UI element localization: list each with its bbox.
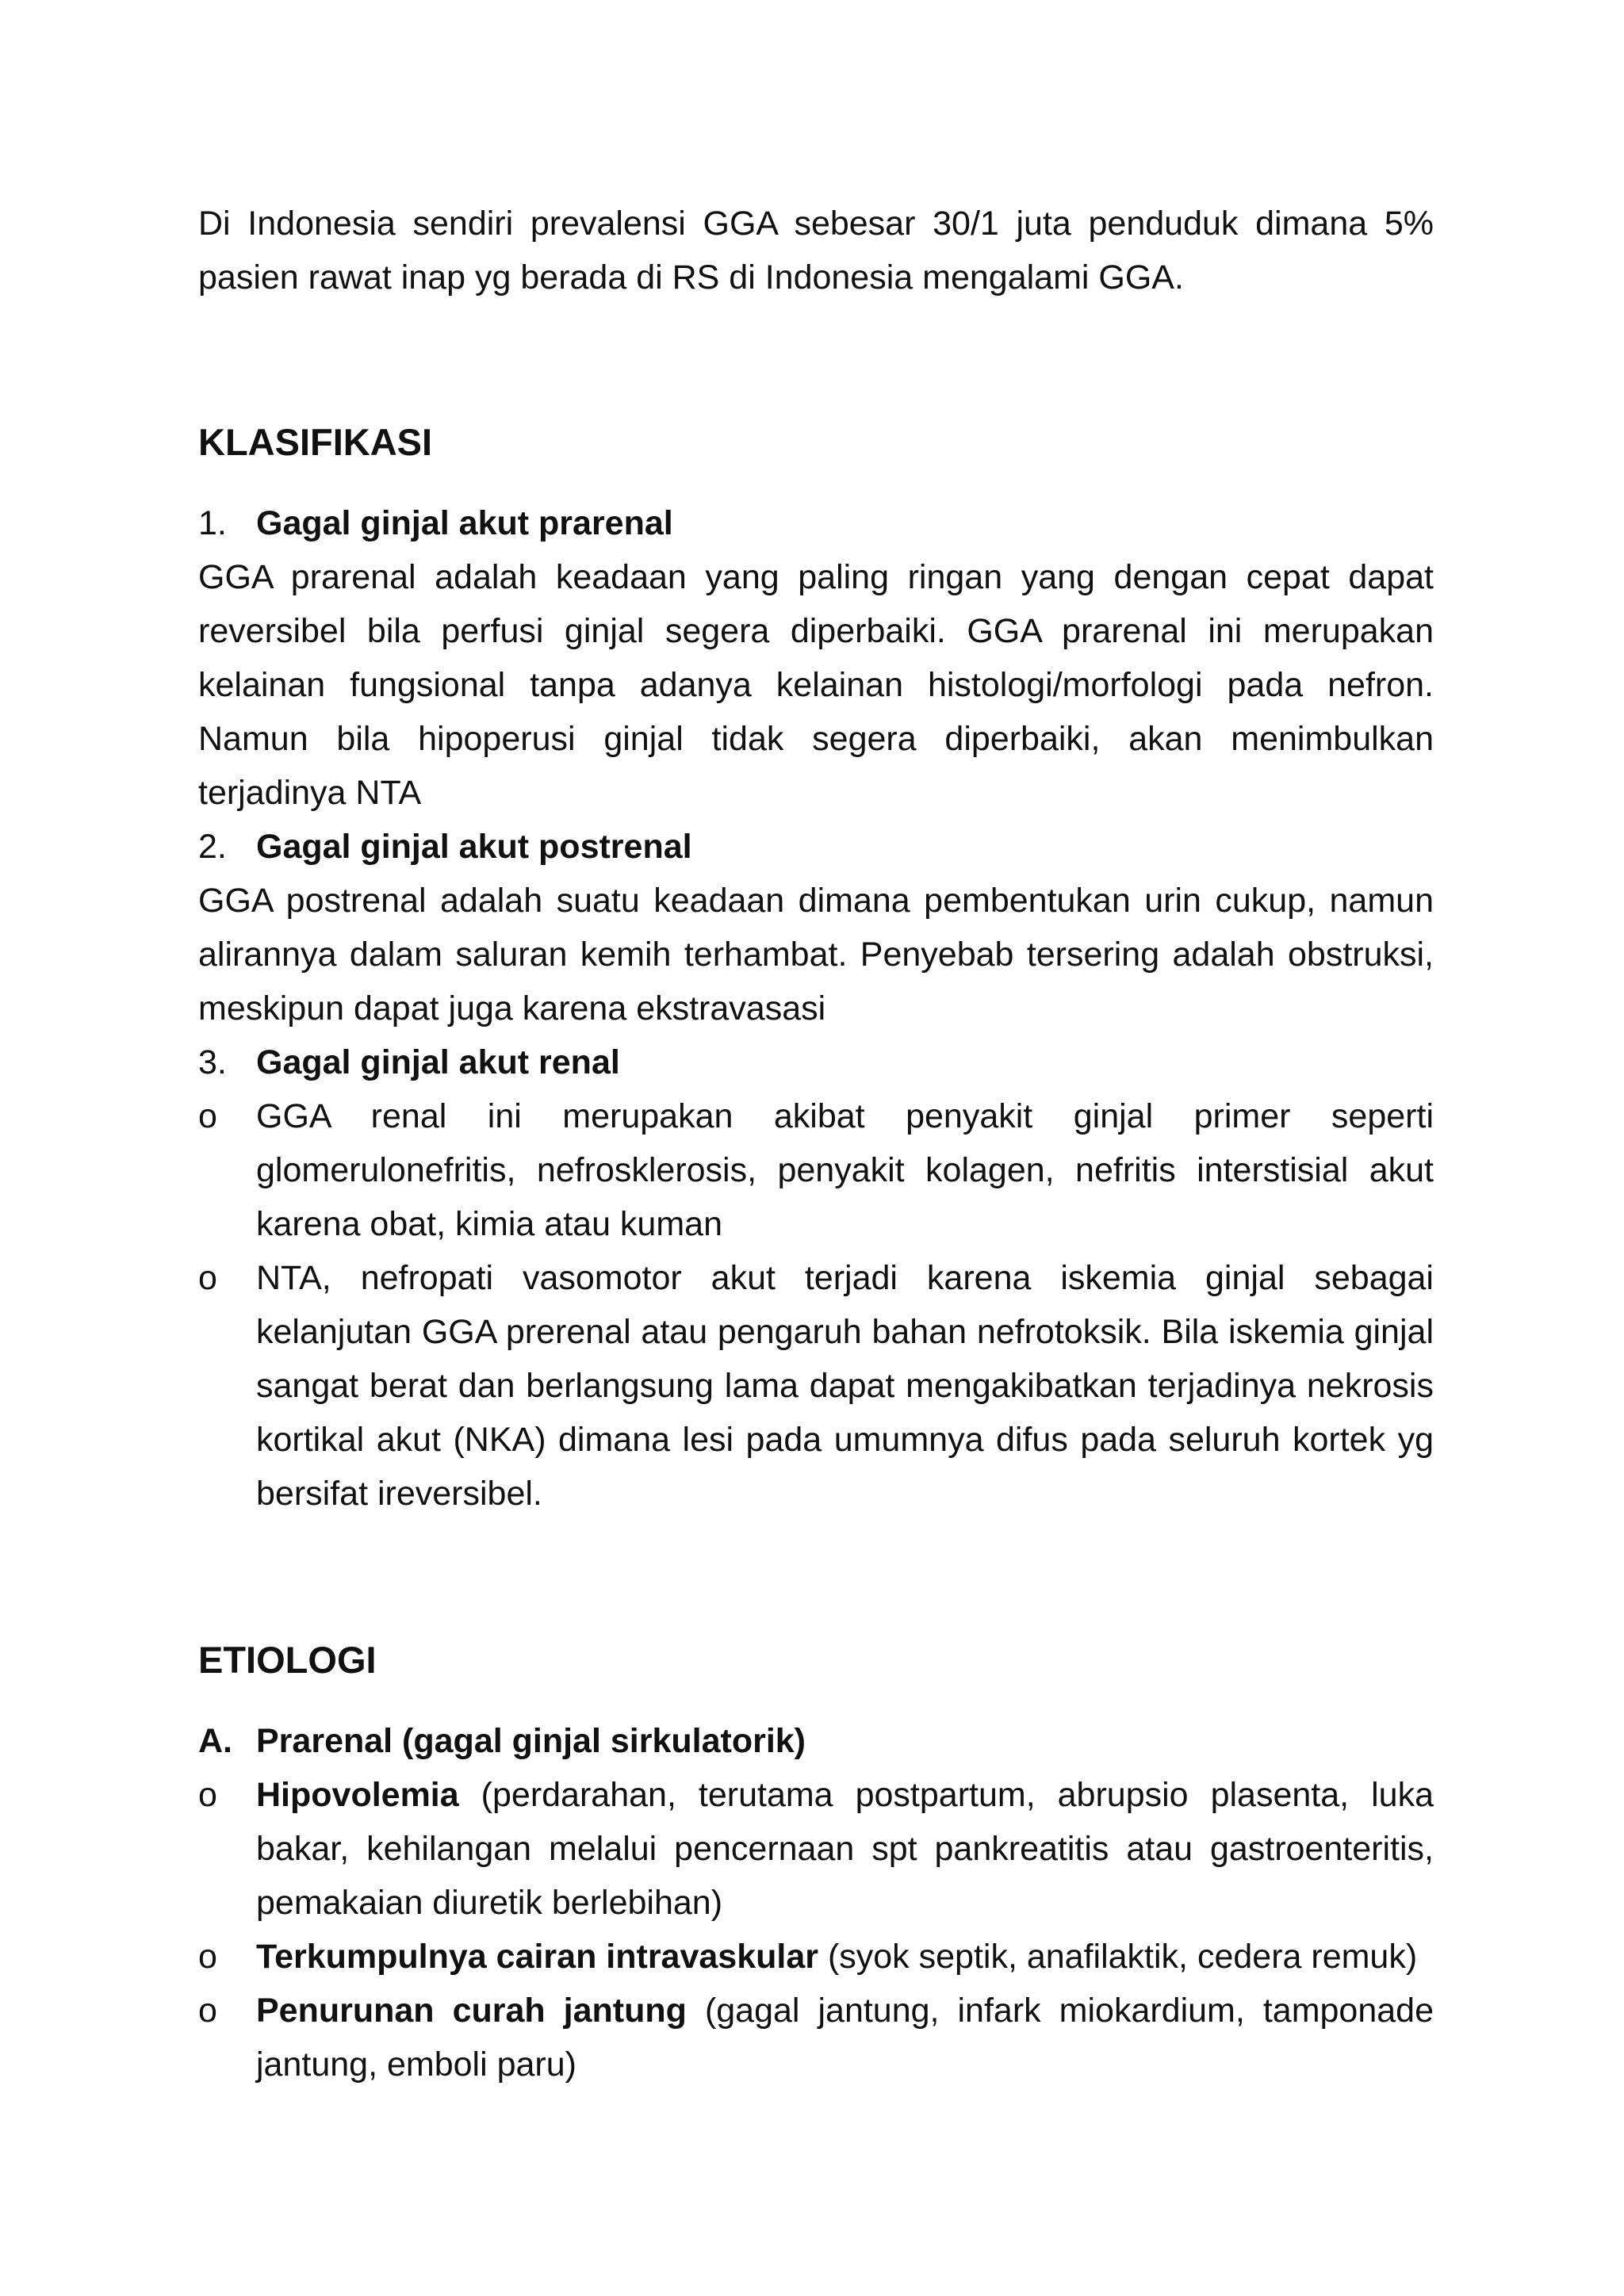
- list-item-title: Gagal ginjal akut prarenal: [256, 504, 673, 542]
- bullet-item: [198, 1089, 1434, 1251]
- list-number: 1.: [198, 504, 227, 542]
- list-item-body: GGA prarenal adalah keadaan yang paling ringan yang dengan cepat dapat reversibel bila perfusi ginjal segera diperbaiki. GGA prarenal ini merupakan kelainan fungsional tanpa adanya kelainan histologi/morfologi pada nefron. Namun bila hipoperusi ginjal tidak segera diperbaiki, akan menimbulkan terjadinya NTA: [198, 558, 1434, 812]
- list-item: [198, 496, 1434, 550]
- bullet-text: GGA renal ini merupakan akibat penyakit ginjal primer seperti glomerulonefritis, nefrosklerosis, penyakit kolagen, nefritis interstisial akut karena obat, kimia atau kuman: [256, 1097, 1434, 1243]
- intro-paragraph: [198, 197, 1434, 304]
- bullet-marker: o: [198, 1776, 217, 1814]
- bullet-detail: (perdarahan, terutama postpartum, abrupsio plasenta, luka bakar, kehilangan melalui pencernaan spt pankreatitis atau gastroenteritis, pemakaian diuretik berlebihan): [256, 1776, 1434, 1922]
- list-item: [198, 1035, 1434, 1089]
- bullet-item: [198, 1768, 1434, 1930]
- klasifikasi-list: [198, 496, 1434, 1521]
- bullet-marker: o: [198, 1938, 217, 1976]
- intro-line-1: Di Indonesia sendiri prevalensi GGA sebesar 30/1 juta penduduk dimana 5%: [198, 205, 1434, 243]
- intro-line-2: pasien rawat inap yg berada di RS di Indonesia mengalami GGA.: [198, 258, 1184, 297]
- bullet-marker: o: [198, 1992, 217, 2030]
- bullet-term: Hipovolemia: [256, 1776, 459, 1814]
- document-page: [198, 197, 1434, 2091]
- list-item-title: Gagal ginjal akut postrenal: [256, 828, 692, 866]
- bullet-detail: (syok septik, anafilaktik, cedera remuk): [818, 1938, 1418, 1976]
- list-item: [198, 820, 1434, 874]
- bullet-text: [256, 1930, 1434, 1984]
- bullet-item: [198, 1930, 1434, 1984]
- list-number: 3.: [198, 1043, 227, 1081]
- list-item-body: GGA postrenal adalah suatu keadaan dimana pembentukan urin cukup, namun alirannya dalam saluran kemih terhambat. Penyebab tersering adalah obstruksi, meskipun dapat juga karena ekstravasasi: [198, 882, 1434, 1027]
- etiologi-list: [198, 1714, 1434, 2091]
- sub-heading: [198, 1714, 1434, 1768]
- bullet-detail: (gagal jantung, infark miokardium, tamponade jantung, emboli paru): [256, 1992, 1434, 2084]
- bullet-term: Terkumpulnya cairan intravaskular: [256, 1938, 818, 1976]
- list-number: 2.: [198, 828, 227, 866]
- bullet-text: [256, 1984, 1434, 2091]
- bullet-text: [256, 1768, 1434, 1930]
- list-item-title: Gagal ginjal akut renal: [256, 1043, 620, 1081]
- section-heading-etiologi: ETIOLOGI: [198, 1639, 377, 1681]
- bullet-text: NTA, nefropati vasomotor akut terjadi karena iskemia ginjal sebagai kelanjutan GGA prerenal atau pengaruh bahan nefrotoksik. Bila iskemia ginjal sangat berat dan berlangsung lama dapat mengakibatkan terjadinya nekrosis kortikal akut (NKA) dimana lesi pada umumnya difus pada seluruh kortek yg bersifat ireversibel.: [256, 1259, 1434, 1513]
- bullet-item: [198, 1251, 1434, 1521]
- bullet-marker: o: [198, 1097, 217, 1135]
- bullet-item: [198, 1984, 1434, 2091]
- bullet-term: Penurunan curah jantung: [256, 1992, 687, 2030]
- section-heading-klasifikasi: KLASIFIKASI: [198, 421, 433, 463]
- bullet-marker: o: [198, 1259, 217, 1297]
- sub-heading-title: Prarenal (gagal ginjal sirkulatorik): [256, 1722, 806, 1760]
- sub-heading-marker: A.: [198, 1722, 232, 1760]
